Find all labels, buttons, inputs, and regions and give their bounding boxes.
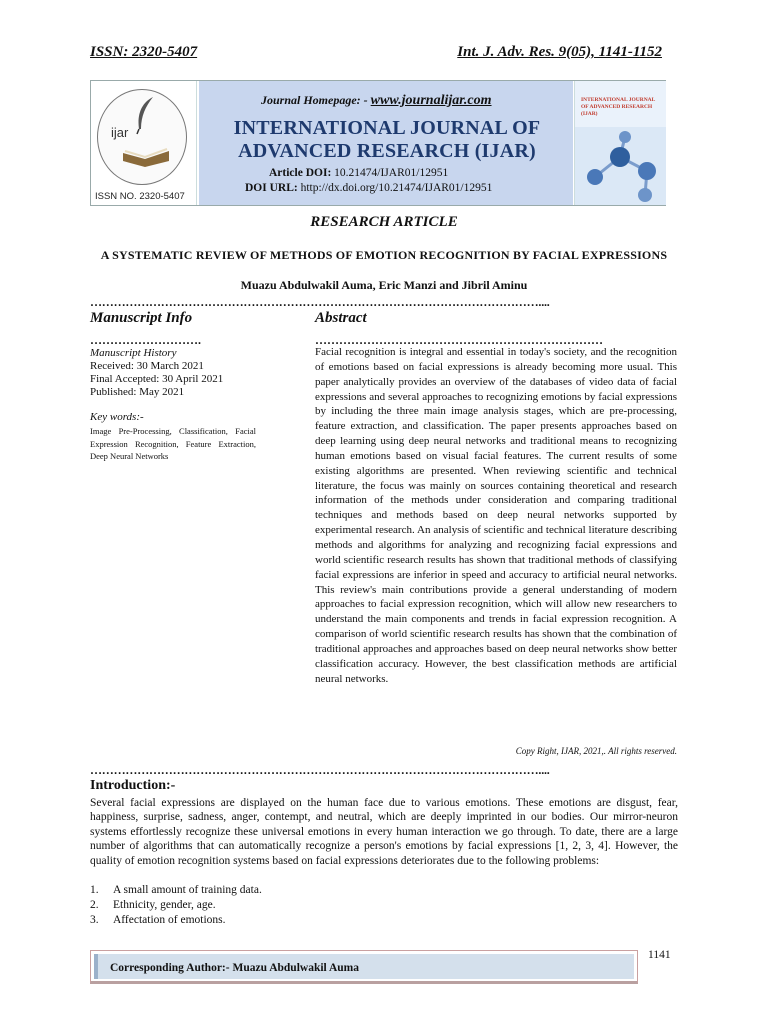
journal-banner [90, 80, 666, 206]
banner-center [199, 81, 573, 205]
issn-small-text: ISSN NO. 2320-5407 [95, 191, 185, 202]
homepage-link[interactable]: www.journalijar.com [370, 93, 492, 108]
running-header [90, 44, 662, 61]
copyright-notice: Copy Right, IJAR, 2021,. All rights reserved. [515, 746, 677, 756]
molecule-icon [575, 127, 666, 205]
logo-text: ijar [111, 125, 129, 140]
quill-icon [131, 95, 157, 135]
doi-value: 10.21474/IJAR01/12951 [334, 167, 449, 179]
list-item-text: Affectation of emotions. [113, 914, 226, 926]
cover-title: INTERNATIONAL JOURNAL OF ADVANCED RESEARCH (IJAR) [581, 97, 656, 117]
article-type: RESEARCH ARTICLE [310, 214, 458, 230]
problems-list [90, 883, 678, 928]
keywords-label: Key words:- [90, 411, 144, 423]
corresponding-author-box [90, 950, 638, 984]
author-list: Muazu Abdulwakil Auma, Eric Manzi and Jibril Aminu [240, 278, 528, 292]
journal-logo [91, 81, 197, 205]
corresponding-author: Corresponding Author:- Muazu Abdulwakil Auma [110, 962, 360, 974]
list-item [90, 883, 678, 898]
abstract-text: Facial recognition is integral and essential in today's society, and the recognition of emotions based on facial expressions is already becoming more usual. This paper analytically provides an overview of the databases of video data of facial expressions and several approaches to recognizing emotions by facial expressions by including the three main image analysis stages, which are pre-processing, feature extraction, and classification. The paper presents approaches based on deep learning using deep neural networks and traditional means to recognizing human emotions based on visual facial features. The current results of some existing algorithms are presented. When reviewing scientific and technical literature, the focus was mainly on sources containing theoretical and research information of the methods under consideration and comparing traditional techniques and methods based on deep neural networks supported by experimental research. An analysis of scientific and technical literature describing methods and algorithms for analyzing and recognizing facial expressions and world scientific research results has shown that traditional methods of classifying facial expressions are inferior in speed and accuracy to artificial neural networks. This review's main contributions provide a general understanding of modern approaches to facial expression recognition, which will allow new researchers to understand the main components and trends in facial expression recognition. A comparison of world scientific research results has shown that the combination of traditional approaches and approaches based on deep neural networks show better classification accuracy. However, the best classification methods are artificial neural networks. [315, 346, 677, 685]
accepted-date: Final Accepted: 30 April 2021 [90, 373, 224, 385]
doi-url-label: DOI URL: [245, 182, 298, 194]
book-icon [121, 145, 171, 167]
list-item-number: 3. [90, 914, 99, 926]
separator-top: …………………………………………………………………………………………………….... [90, 295, 550, 309]
article-doi [269, 167, 448, 179]
manuscript-history-label: Manuscript History [90, 347, 177, 359]
paper-title: A SYSTEMATIC REVIEW OF METHODS OF EMOTION RECOGNITION BY FACIAL EXPRESSIONS [100, 248, 668, 262]
journal-title-line-2: ADVANCED RESEARCH (IJAR) [238, 140, 536, 162]
list-item [90, 898, 678, 913]
manuscript-info-dots: ………………………. [90, 333, 201, 347]
received-date: Received: 30 March 2021 [90, 360, 204, 372]
introduction-heading: Introduction:- [90, 778, 176, 793]
list-item-text: A small amount of training data. [113, 884, 262, 896]
citation-text: Int. J. Adv. Res. 9(05), 1141-1152 [457, 44, 662, 60]
abstract-heading: Abstract [315, 310, 367, 326]
published-date: Published: May 2021 [90, 386, 185, 398]
doi-label: Article DOI: [269, 167, 332, 179]
introduction-paragraph: Several facial expressions are displayed on the human face due to various emotions. These emotions are disgust, fear, happiness, surprise, sadness, anger, contempt, and neutral, which are deeply imprinted in our bodies. Our mirror-neuron systems effortlessly recognize these universal emotions in every human interaction we go through. To date, there are a large number of algorithms that can automatically recognize a person's emotions by facial expressions [1, 2, 3, 4]. However, the quality of emotion recognition systems based on facial expressions deteriorates due to the following problems: [90, 797, 678, 867]
journal-title-line-1: INTERNATIONAL JOURNAL OF [233, 117, 541, 139]
journal-cover-thumbnail [574, 81, 666, 205]
abstract-dots: ……………………………………………………………… [315, 333, 603, 347]
doi-url [245, 182, 492, 194]
list-item [90, 913, 678, 928]
keywords-text: Image Pre-Processing, Classification, Facial Expression Recognition, Feature Extraction, Deep Neural Networks [90, 426, 256, 461]
homepage-label: Journal Homepage: - [261, 93, 368, 107]
list-item-number: 1. [90, 884, 99, 896]
list-item-number: 2. [90, 899, 99, 911]
list-item-text: Ethnicity, gender, age. [113, 899, 216, 911]
journal-homepage [261, 93, 492, 109]
doi-url-link[interactable]: http://dx.doi.org/10.21474/IJAR01/12951 [300, 182, 493, 194]
journal-title [217, 117, 557, 163]
corresponding-author-panel [94, 954, 634, 979]
issn-text: ISSN: 2320-5407 [90, 44, 198, 60]
separator-bottom: …………………………………………………………………………………………………….... [90, 763, 550, 777]
page-number: 1141 [648, 949, 671, 961]
manuscript-info-heading: Manuscript Info [90, 310, 193, 326]
